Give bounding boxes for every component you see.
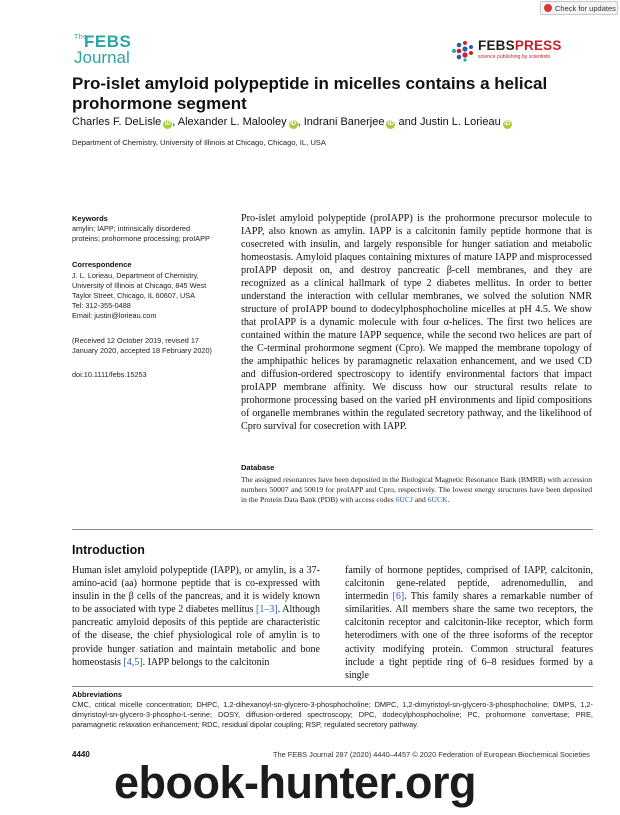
database-text bbox=[241, 475, 592, 506]
correspondence-line: University of Illinois at Chicago, 845 West bbox=[72, 281, 207, 290]
page-number: 4440 bbox=[72, 750, 90, 759]
intro-left-column bbox=[72, 564, 320, 669]
intro-right-column bbox=[345, 564, 593, 682]
author-list bbox=[72, 115, 592, 129]
logo-journal: Journal bbox=[74, 48, 130, 67]
watermark-text: ebook-hunter.org bbox=[114, 757, 476, 808]
abbreviations-divider bbox=[72, 686, 593, 687]
reference-link[interactable]: [4,5] bbox=[123, 656, 143, 668]
database-body: The assigned resonances have been deposited in the Biological Magnetic Resonance Bank (BMRB) with accession numbers 50007 and 50019 for proIAPP and Cpro, respectively. The lowest energy structures have been deposited in the Protein Data Bank (PDB) with access codes bbox=[241, 475, 592, 505]
correspondence-line: J. L. Lorieau, Department of Chemistry, bbox=[72, 271, 199, 280]
intro-text: family of hormone peptides, comprised of IAPP, calcitonin, calcitonin gene-related peptide, adrenomedullin, and intermedin bbox=[345, 565, 593, 603]
orcid-icon[interactable]: iD bbox=[387, 121, 394, 127]
author-separator: , bbox=[297, 116, 301, 128]
orcid-icon[interactable]: iD bbox=[504, 121, 511, 127]
febs-journal-logo bbox=[74, 34, 144, 68]
orcid-icon[interactable]: iD bbox=[164, 121, 171, 127]
keywords-line: proteins; prohormone processing; proIAPP bbox=[72, 234, 210, 243]
press-febs: FEBS bbox=[478, 38, 515, 53]
database-period: . bbox=[447, 495, 450, 505]
article-title: Pro-islet amyloid polypeptide in micelles contains a helical prohormone segment bbox=[72, 74, 548, 113]
received-line: (Received 12 October 2019, revised 17 bbox=[72, 336, 199, 345]
reference-link[interactable]: [1–3] bbox=[256, 604, 278, 616]
febs-press-logo bbox=[450, 38, 595, 66]
reference-link[interactable]: [6] bbox=[392, 591, 405, 603]
press-name bbox=[478, 38, 562, 53]
intro-text: . Although pancreatic amyloid deposits of this peptide are characteristic of the disease, the chief physiological role of amylin is to provide hunger satiation and maintain metabolic and bone homeostasis bbox=[72, 604, 321, 668]
keywords-heading: Keywords bbox=[72, 214, 108, 223]
section-divider bbox=[72, 529, 593, 530]
correspondence-line: Taylor Street, Chicago, IL 60607, USA bbox=[72, 291, 196, 300]
febs-press-dots-icon bbox=[450, 39, 474, 63]
logo-febs: FEBS bbox=[84, 32, 132, 51]
affiliation: Department of Chemistry, University of Illinois at Chicago, Chicago, IL, USA bbox=[72, 138, 326, 147]
doi-link[interactable]: doi:10.1111/febs.15253 bbox=[72, 370, 147, 379]
introduction-heading: Introduction bbox=[72, 543, 145, 557]
correspondence-email[interactable]: Email: justin@lorieau.com bbox=[72, 311, 157, 320]
correspondence-heading: Correspondence bbox=[72, 260, 132, 269]
update-icon bbox=[544, 4, 552, 12]
orcid-icon[interactable]: iD bbox=[290, 121, 297, 127]
abbreviations-text: CMC, critical micelle concentration; DHPC, 1,2-dihexanoyl-sn-glycero-3-phosphocholine; DMPC, 1,2-dimyristoyl-sn-glycero-3-phosphocholine; DMPS, 1,2-dimyristoyl-sn-glycero-3-phospho-L-serine; DOSY, diffusion-ordered spectroscopy; DPC, dodecylphosphocholine; PC, prohormone convertase; PRE, paramagnetic relaxation enhancement; RDC, residual dipolar coupling; RSP, regulated secretory pathway. bbox=[72, 700, 593, 729]
author-name[interactable]: Indrani Banerjee bbox=[303, 116, 385, 128]
check-updates-label: Check for updates bbox=[555, 4, 616, 13]
abstract-text: Pro-islet amyloid polypeptide (proIAPP) is the prohormone precursor molecule to IAPP, also known as amylin. IAPP is a calcitonin family peptide hormone that is cosecreted with insulin, and largely responsible for hunger satiation and metabolic homeostasis. Amyloid plaques containing mixtures of mature IAPP and misprocessed proIAPP deposit on, and destroy pancreatic β-cell membranes, and they are recognized as a clinical hallmark of type 2 diabetes mellitus. In order to better understand the interaction with cellular membranes, we solved the solution NMR structure of proIAPP bound to dodecylphosphocholine micelles at pH 4.5. We show that proIAPP is a dynamic molecule with four α-helices. The first two helices are contained within the mature IAPP sequence, while the second two helices are part of the C-terminal prohormone segment (Cpro). We mapped the membrane topology of the amphipathic helices by paramagnetic relaxation enhancement, and we used CD and diffusion-ordered spectroscopy to identify environmental factors that impact proIAPP membrane affinity. We discuss how our structural results relate to prohormone processing based on the varied pH environments and lipid compositions of organelle membranes within the regulated secretory pathway, and the likelihood of Cpro survival for cosecretion with IAPP. bbox=[241, 213, 592, 432]
keywords-line: amylin; IAPP; intrinsically disordered bbox=[72, 224, 191, 233]
logo-the: The bbox=[74, 34, 88, 41]
pdb-link-6ucj[interactable]: 6UCJ bbox=[395, 495, 413, 505]
intro-text: Human islet amyloid polypeptide (IAPP), or amylin, is a 37-amino-acid (aa) hormone peptide that is co-expressed with insulin in the β cells of the pancreas, and it is widely known to be associated with type 2 diabetes mellitus bbox=[72, 565, 320, 616]
author-separator: , bbox=[172, 116, 176, 128]
intro-text: . IAPP belongs to the calcitonin bbox=[142, 656, 270, 668]
press-press: PRESS bbox=[514, 38, 562, 53]
press-tagline: science publishing by scientists bbox=[478, 54, 551, 60]
pdb-link-6uck[interactable]: 6UCK bbox=[427, 495, 448, 505]
received-line: January 2020, accepted 18 February 2020) bbox=[72, 346, 212, 355]
author-name[interactable]: Justin L. Lorieau bbox=[419, 116, 501, 128]
author-name[interactable]: Charles F. DeLisle bbox=[72, 116, 162, 128]
abbreviations-heading: Abbreviations bbox=[72, 690, 123, 699]
check-for-updates-button[interactable] bbox=[540, 1, 618, 15]
footer-citation: The FEBS Journal 287 (2020) 4440–4457 © 2020 Federation of European Biochemical Societies bbox=[273, 750, 590, 759]
intro-text: . This family shares a remarkable number of similarities. All members share the same two receptors, the calcitonin receptor and calcitonin-like receptor, which form heterodimers with one of the three isoforms of the receptor activity modifying protein. Common structural features include a tight peptide ring of 6–8 residues formed by a single bbox=[345, 591, 594, 681]
correspondence-phone: Tel: 312-355-0488 bbox=[72, 301, 131, 310]
author-name[interactable]: Alexander L. Malooley bbox=[177, 116, 287, 128]
database-heading: Database bbox=[241, 463, 275, 472]
database-and: and bbox=[414, 495, 426, 505]
author-and: and bbox=[398, 116, 417, 128]
